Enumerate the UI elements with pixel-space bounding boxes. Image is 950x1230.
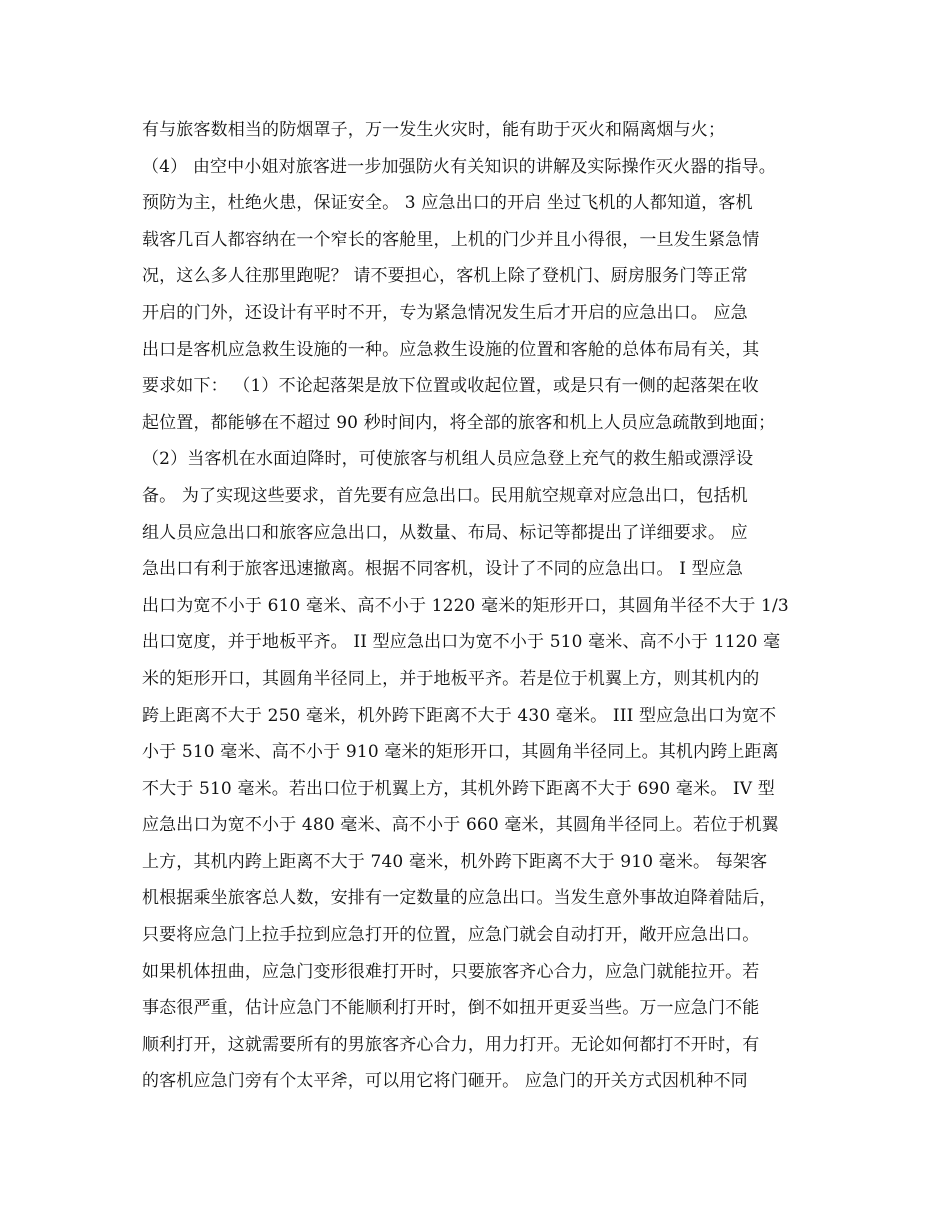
text-line: 载客几百人都容纳在一个窄长的客舱里，上机的门少并且小得很，一旦发生紧急情 — [142, 229, 760, 250]
text-line: 有与旅客数相当的防烟罩子，万一发生火灾时，能有助于灭火和隔离烟与火； — [142, 120, 726, 140]
text-line: 况，这么多人往那里跑呢？ 请不要担心，客机上除了登机门、厨房服务门等正常 — [142, 266, 748, 287]
text-line: 开启的门外，还设计有平时不开，专为紧急情况发生后才开启的应急出口。 应急 — [142, 302, 748, 323]
body-text — [142, 112, 822, 1100]
text-line: 小于 510 毫米、高不小于 910 毫米的矩形开口，其圆角半径同上。其机内跨上距离 — [142, 742, 779, 763]
text-line: 出口宽度，并于地板平齐。 II 型应急出口为宽不小于 510 毫米、高不小于 1120 毫 — [142, 632, 781, 653]
text-line: 起位置，都能够在不超过 90 秒时间内，将全部的旅客和机上人员应急疏散到地面； — [142, 412, 776, 433]
text-line: 上方，其机内跨上距离不大于 740 毫米，机外跨下距离不大于 910 毫米。 每架客 — [142, 851, 768, 872]
text-line: 顺利打开，这就需要所有的男旅客齐心合力，用力打开。无论如何都打不开时，有 — [142, 1034, 760, 1055]
text-line: 组人员应急出口和旅客应急出口，从数量、布局、标记等都提出了详细要求。 应 — [142, 522, 748, 543]
text-line: 不大于 510 毫米。若出口位于机翼上方，其机外跨下距离不大于 690 毫米。 IV 型 — [142, 778, 775, 799]
text-line: 跨上距离不大于 250 毫米，机外跨下距离不大于 430 毫米。 III 型应急出口为宽不 — [142, 705, 777, 726]
text-line: 只要将应急门上拉手拉到应急打开的位置，应急门就会自动打开，敞开应急出口。 — [142, 925, 760, 946]
text-line: 米的矩形开口，其圆角半径同上，并于地板平齐。若是位于机翼上方，则其机内的 — [142, 668, 760, 689]
text-line: 如果机体扭曲，应急门变形很难打开时，只要旅客齐心合力，应急门就能拉开。若 — [142, 961, 760, 982]
text-line: 应急出口为宽不小于 480 毫米、高不小于 660 毫米，其圆角半径同上。若位于机翼 — [142, 815, 779, 836]
text-line: （4） 由空中小姐对旅客进一步加强防火有关知识的讲解及实际操作灭火器的指导。 — [142, 156, 776, 177]
text-line: 出口为宽不小于 610 毫米、高不小于 1220 毫米的矩形开口，其圆角半径不大于 1/3 — [142, 595, 789, 616]
text-line: 的客机应急门旁有个太平斧，可以用它将门砸开。 应急门的开关方式因机种不同 — [142, 1071, 748, 1092]
text-line: （2）当客机在水面迫降时，可使旅客与机组人员应急登上充气的救生船或漂浮设 — [142, 449, 754, 470]
text-line: 要求如下： （1）不论起落架是放下位置或收起位置，或是只有一侧的起落架在收 — [142, 376, 759, 397]
text-line: 备。 为了实现这些要求，首先要有应急出口。民用航空规章对应急出口，包括机 — [142, 485, 748, 506]
text-line: 机根据乘坐旅客总人数，安排有一定数量的应急出口。当发生意外事故迫降着陆后， — [142, 888, 777, 909]
text-line: 急出口有利于旅客迅速撤离。根据不同客机，设计了不同的应急出口。 I 型应急 — [142, 559, 744, 580]
text-line: 出口是客机应急救生设施的一种。应急救生设施的位置和客舱的总体布局有关，其 — [142, 339, 760, 360]
text-line: 事态很严重，估计应急门不能顺利打开时，倒不如扭开更妥当些。万一应急门不能 — [142, 998, 760, 1019]
text-line: 预防为主，杜绝火患，保证安全。 3 应急出口的开启 坐过飞机的人都知道，客机 — [142, 193, 753, 214]
